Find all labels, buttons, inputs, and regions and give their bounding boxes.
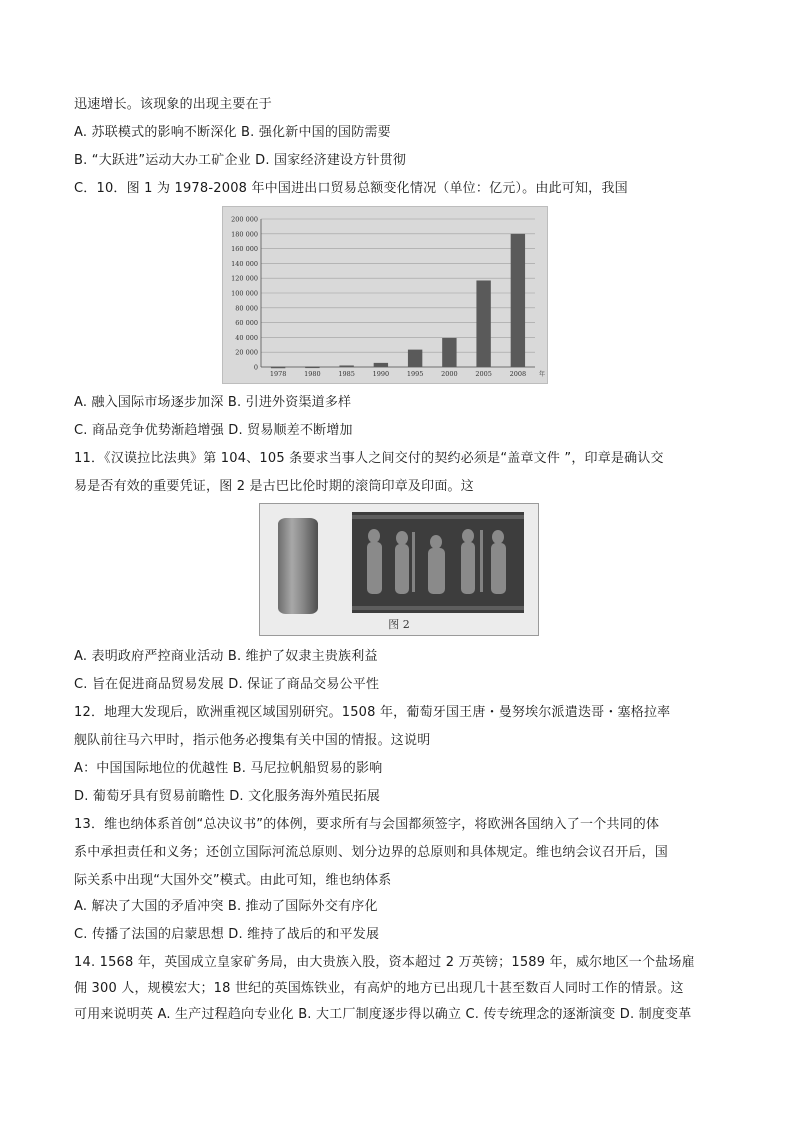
- figure-1-bar-chart: [222, 206, 548, 384]
- option-line: A：中国国际地位的优越性 B. 马尼拉帆船贸易的影响: [74, 761, 383, 776]
- option-line: A. 苏联模式的影响不断深化 B. 强化新中国的国防需要: [74, 125, 391, 140]
- question-14-stem-cont: 佣 300 人，规模宏大；18 世纪的英国炼铁业，有高炉的地方已出现几十甚至数百人同时工作的情景。这: [74, 981, 684, 996]
- option-line: A. 解决了大国的矛盾冲突 B. 推动了国际外交有序化: [74, 899, 378, 914]
- bar: [408, 350, 422, 367]
- x-tick-label: 1995: [406, 370, 424, 378]
- y-tick-label: 40 000: [235, 333, 258, 342]
- x-tick-label: 1978: [269, 370, 287, 378]
- y-tick-label: 60 000: [235, 319, 258, 328]
- bar: [442, 338, 456, 367]
- y-tick-label: 20 000: [235, 348, 258, 357]
- question-12-stem: 12．地理大发现后，欧洲重视区域国别研究。1508 年，葡萄牙国王唐・曼努埃尔派遣迭哥・塞格拉率: [74, 705, 671, 720]
- y-tick-label: 100 000: [231, 289, 258, 298]
- y-tick-label: 140 000: [231, 259, 258, 268]
- option-line: C. 商品竞争优势渐趋增强 D. 贸易顺差不断增加: [74, 423, 353, 438]
- option-line: B. “大跃进”运动大办工矿企业 D. 国家经济建设方针贯彻: [74, 153, 407, 168]
- y-tick-label: 80 000: [235, 304, 258, 313]
- seal-impression-figures: [352, 512, 524, 613]
- bar: [476, 280, 490, 367]
- question-14-stem-cont: 可用来说明英 A. 生产过程趋向专业化 B. 大工厂制度逐步得以确立 C. 传专统理念的逐渐演变 D. 制度变革: [74, 1007, 692, 1022]
- option-line: D. 葡萄牙具有贸易前瞻性 D. 文化服务海外殖民拓展: [74, 789, 381, 804]
- y-tick-label: 0: [253, 363, 258, 372]
- question-13-stem-cont: 际关系中出现“大国外交”模式。由此可知，维也纳体系: [74, 873, 392, 888]
- option-line: A. 融入国际市场逐步加深 B. 引进外资渠道多样: [74, 395, 352, 410]
- bar: [271, 367, 285, 369]
- question-10-stem: C．10．图 1 为 1978-2008 年中国进出口贸易总额变化情况（单位：亿元）。由此可知，我国: [74, 181, 628, 196]
- seal-impression-image: [352, 512, 524, 613]
- option-line: C. 旨在促进商品贸易发展 D. 保证了商品交易公平性: [74, 677, 380, 692]
- x-tick-label: 1980: [304, 370, 321, 378]
- bar: [339, 365, 353, 367]
- cylinder-seal-image: [278, 518, 318, 614]
- figure-2-caption: 图 2: [388, 618, 410, 631]
- y-tick-label: 180 000: [231, 230, 258, 239]
- bar: [374, 363, 388, 367]
- x-axis-unit: 年: [539, 371, 546, 378]
- question-11-stem-cont: 易是否有效的重要凭证，图 2 是古巴比伦时期的滚筒印章及印面。这: [74, 479, 474, 494]
- question-11-stem: 11．《汉谟拉比法典》第 104、105 条要求当事人之间交付的契约必须是“盖章文件 ”，印章是确认交: [74, 451, 664, 466]
- question-13-stem: 13．维也纳体系首创“总决议书”的体例，要求所有与会国都须签字，将欧洲各国纳入了一个共同的体: [74, 817, 660, 832]
- figure-2-cylinder-seal: [259, 503, 539, 636]
- x-tick-label: 1990: [372, 370, 390, 378]
- y-tick-label: 160 000: [231, 245, 258, 254]
- question-14-stem: 14. 1568 年，英国成立皇家矿务局，由大贵族入股，资本超过 2 万英镑；1589 年，威尔地区一个盐场雇: [74, 955, 695, 970]
- y-tick-label: 120 000: [231, 274, 258, 283]
- option-line: A. 表明政府严控商业活动 B. 维护了奴隶主贵族利益: [74, 649, 378, 664]
- x-tick-label: 2000: [441, 370, 458, 378]
- y-tick-label: 200 000: [231, 215, 258, 224]
- text-line: 迅速增长。该现象的出现主要在于: [74, 97, 273, 112]
- question-12-stem-cont: 舰队前往马六甲时，指示他务必搜集有关中国的情报。这说明: [74, 733, 431, 748]
- bar: [511, 234, 525, 367]
- x-tick-label: 2005: [475, 370, 492, 378]
- bar: [305, 367, 319, 369]
- x-tick-label: 2008: [509, 370, 527, 378]
- x-tick-label: 1985: [338, 370, 355, 378]
- chart-svg: [223, 207, 547, 383]
- option-line: C. 传播了法国的启蒙思想 D. 维持了战后的和平发展: [74, 927, 380, 942]
- question-13-stem-cont: 系中承担责任和义务；还创立国际河流总原则、划分边界的总原则和具体规定。维也纳会议召开后，国: [74, 845, 669, 860]
